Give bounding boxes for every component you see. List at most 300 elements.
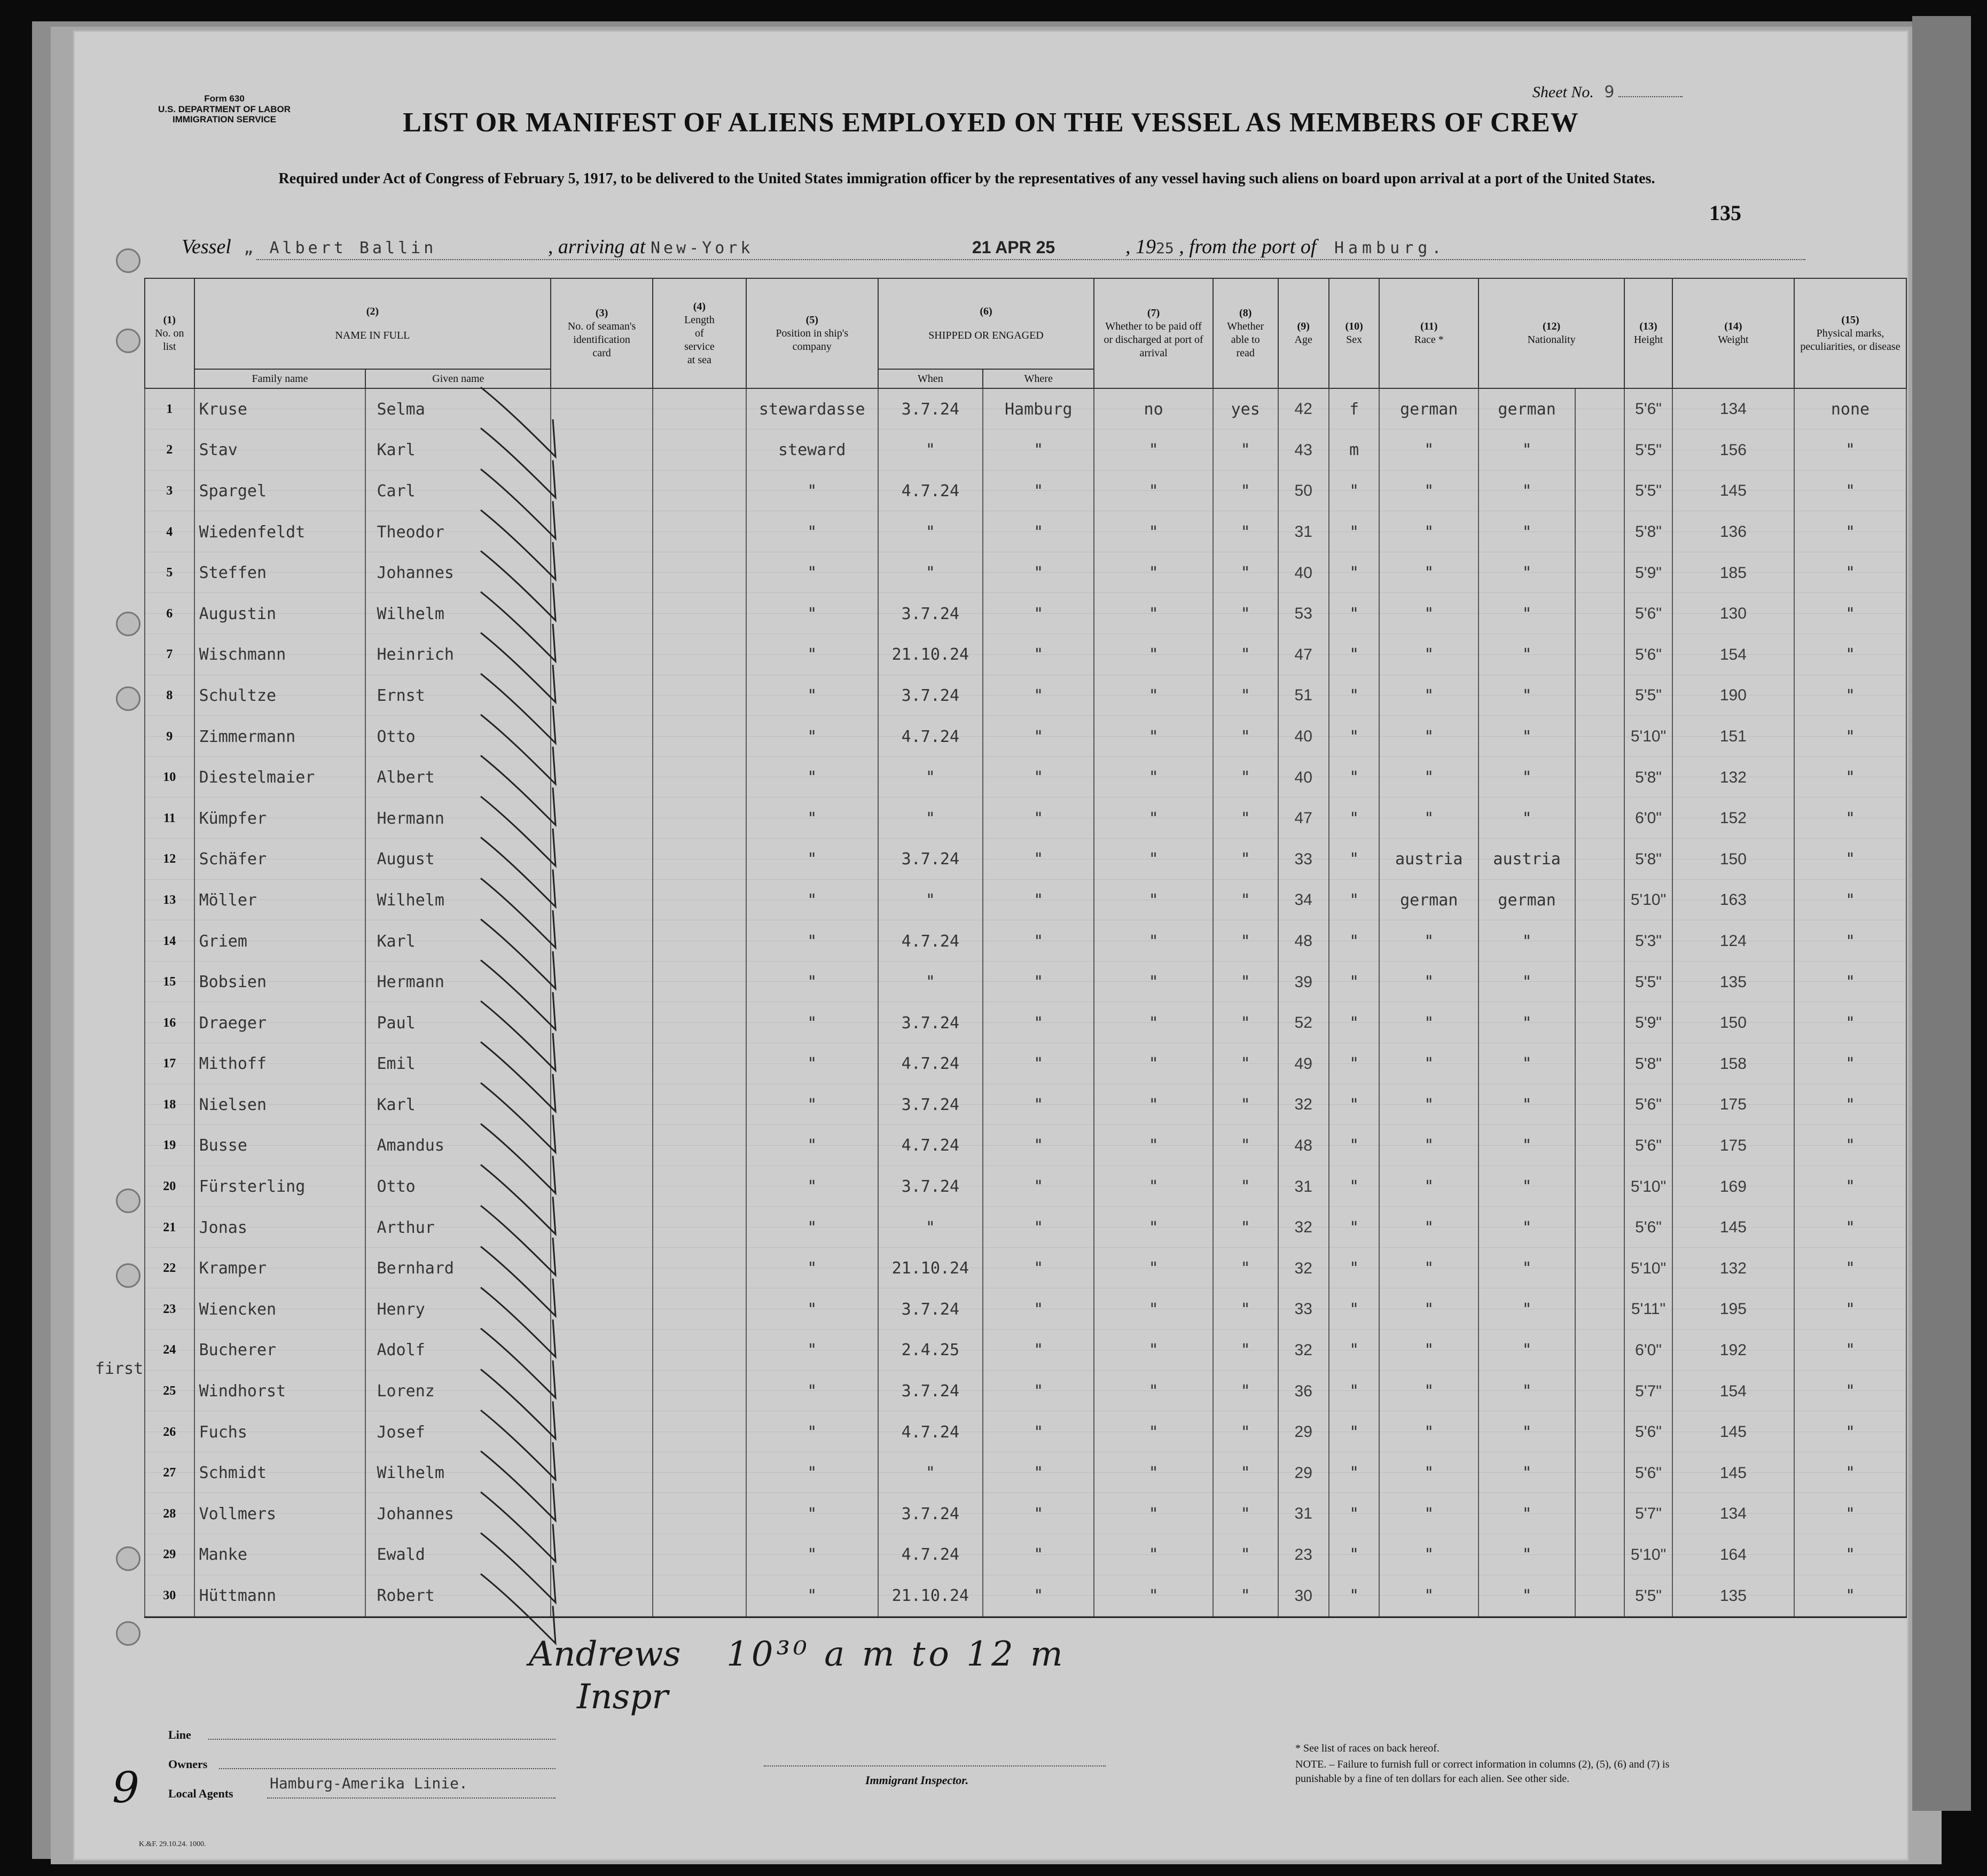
height: 5'3" [1624, 921, 1672, 962]
family-name: Jonas [194, 1207, 366, 1248]
row-number: 4 [145, 512, 194, 553]
nationality: " [1478, 635, 1575, 676]
page-number: 135 [1709, 201, 1741, 225]
given-name: Theodor [365, 512, 551, 553]
shipped-where: " [983, 1371, 1094, 1412]
height: 5'6" [1624, 1412, 1672, 1453]
height: 5'7" [1624, 1371, 1672, 1412]
position: " [746, 1207, 878, 1248]
able-to-read: " [1213, 962, 1278, 1003]
year-label: , 19 [1125, 236, 1156, 258]
owners-dotted-rule [219, 1768, 556, 1769]
given-name: Adolf [365, 1330, 551, 1371]
height: 5'10" [1624, 880, 1672, 921]
table-row [145, 798, 1906, 839]
check-mark [481, 387, 556, 457]
age: 29 [1278, 1412, 1329, 1453]
given-name: Henry [365, 1289, 551, 1330]
able-to-read: " [1213, 798, 1278, 839]
table-row [145, 1003, 1906, 1044]
shipped-when: 2.4.25 [878, 1330, 983, 1371]
row-number: 21 [145, 1207, 194, 1248]
service-length [653, 1412, 746, 1453]
paid-off: " [1094, 798, 1213, 839]
race: " [1379, 798, 1478, 839]
table-row [145, 921, 1906, 962]
able-to-read: " [1213, 1084, 1278, 1125]
row-number: 18 [145, 1084, 194, 1125]
vessel-label: Vessel [182, 236, 231, 258]
shipped-when: 3.7.24 [878, 1289, 983, 1330]
age: 36 [1278, 1371, 1329, 1412]
table-row [145, 471, 1906, 512]
family-name: Steffen [194, 552, 366, 593]
races-note: * See list of races on back hereof. [1295, 1742, 1440, 1754]
sex: " [1329, 880, 1380, 921]
row-number: 1 [145, 388, 194, 430]
col-id-card-header: (3) No. of seaman's identification card [551, 278, 653, 388]
sex: " [1329, 1289, 1380, 1330]
table-row [145, 1575, 1906, 1617]
service-length [653, 1207, 746, 1248]
shipped-where: " [983, 1248, 1094, 1289]
table-row [145, 1412, 1906, 1453]
weight: 154 [1672, 1371, 1794, 1412]
race: " [1379, 1412, 1478, 1453]
sex: " [1329, 471, 1380, 512]
check-marks [475, 374, 582, 1645]
stacked-page-edge [1912, 16, 1971, 1811]
family-name: Möller [194, 880, 366, 921]
service-length [653, 1044, 746, 1085]
row-number: 3 [145, 471, 194, 512]
given-name: Wilhelm [365, 1452, 551, 1494]
race: " [1379, 635, 1478, 676]
position: " [746, 471, 878, 512]
fine-note: NOTE. – Failure to furnish full or correct information in columns (2), (5), (6) and (7) is punishable by a fine of ten dollars for each alien. See other side. [1295, 1758, 1670, 1785]
given-name: Hermann [365, 798, 551, 839]
height: 5'8" [1624, 512, 1672, 553]
table-row [145, 1452, 1906, 1494]
row-number: 6 [145, 593, 194, 635]
able-to-read: " [1213, 512, 1278, 553]
given-name: Albert [365, 757, 551, 798]
check-mark [481, 1042, 556, 1112]
nationality-extra [1575, 962, 1624, 1003]
physical-marks: " [1794, 880, 1906, 921]
local-agents-label: Local Agents [168, 1787, 233, 1800]
check-mark [481, 1492, 556, 1561]
col-name-header: (2) NAME IN FULL [194, 278, 551, 369]
nationality-extra [1575, 757, 1624, 798]
family-name: Augustin [194, 593, 366, 635]
weight: 195 [1672, 1289, 1794, 1330]
nationality-extra [1575, 1207, 1624, 1248]
col-nationality-header: (12) Nationality [1478, 278, 1624, 388]
race: " [1379, 757, 1478, 798]
table-row [145, 1084, 1906, 1125]
vessel-name: „ Albert Ballin [244, 239, 437, 257]
age: 40 [1278, 757, 1329, 798]
sex: " [1329, 1371, 1380, 1412]
able-to-read: " [1213, 757, 1278, 798]
row-number: 13 [145, 880, 194, 921]
age: 49 [1278, 1044, 1329, 1085]
position: " [746, 798, 878, 839]
nationality: " [1478, 1494, 1575, 1535]
race: " [1379, 552, 1478, 593]
sheet-number-label: Sheet No. [1532, 83, 1594, 101]
weight: 145 [1672, 1452, 1794, 1494]
shipped-when: " [878, 798, 983, 839]
inspector-label: Immigrant Inspector. [865, 1773, 969, 1787]
crew-manifest-table [144, 278, 1907, 1618]
family-name: Mithoff [194, 1044, 366, 1085]
shipped-when: 4.7.24 [878, 471, 983, 512]
shipped-when: " [878, 430, 983, 471]
service-length [653, 471, 746, 512]
able-to-read: " [1213, 1248, 1278, 1289]
shipped-where: " [983, 839, 1094, 880]
race: " [1379, 1248, 1478, 1289]
nationality: " [1478, 1371, 1575, 1412]
age: 32 [1278, 1330, 1329, 1371]
age: 39 [1278, 962, 1329, 1003]
row-number: 7 [145, 635, 194, 676]
nationality: " [1478, 921, 1575, 962]
age: 48 [1278, 921, 1329, 962]
physical-marks: " [1794, 675, 1906, 716]
shipped-when: " [878, 1452, 983, 1494]
shipped-when: 3.7.24 [878, 593, 983, 635]
nationality-extra [1575, 798, 1624, 839]
height: 5'8" [1624, 757, 1672, 798]
race: austria [1379, 839, 1478, 880]
service-length [653, 1494, 746, 1535]
col-service-length-header: (4) Length of service at sea [653, 278, 746, 388]
physical-marks: " [1794, 1371, 1906, 1412]
nationality: " [1478, 675, 1575, 716]
check-mark [481, 796, 556, 866]
nationality: german [1478, 880, 1575, 921]
able-to-read: " [1213, 1412, 1278, 1453]
height: 5'9" [1624, 552, 1672, 593]
weight: 169 [1672, 1166, 1794, 1207]
manifest-sheet [75, 32, 1907, 1859]
paid-off: " [1094, 839, 1213, 880]
row-number: 8 [145, 675, 194, 716]
service-length [653, 1125, 746, 1167]
table-row [145, 757, 1906, 798]
col-when-header: When [878, 369, 983, 388]
age: 47 [1278, 798, 1329, 839]
family-name: Bucherer [194, 1330, 366, 1371]
nationality-extra [1575, 716, 1624, 757]
physical-marks: " [1794, 1084, 1906, 1125]
shipped-where: " [983, 512, 1094, 553]
family-name: Kruse [194, 388, 366, 430]
sex: " [1329, 1452, 1380, 1494]
weight: 192 [1672, 1330, 1794, 1371]
service-length [653, 593, 746, 635]
row-number: 30 [145, 1575, 194, 1617]
physical-marks: " [1794, 962, 1906, 1003]
paid-off: " [1094, 1044, 1213, 1085]
nationality: " [1478, 1452, 1575, 1494]
position: stewardasse [746, 388, 878, 430]
sex: " [1329, 1125, 1380, 1167]
shipped-where: " [983, 1003, 1094, 1044]
check-mark [481, 1574, 556, 1643]
nationality-extra [1575, 388, 1624, 430]
sex: " [1329, 675, 1380, 716]
paid-off: " [1094, 1535, 1213, 1576]
shipped-where: " [983, 880, 1094, 921]
col-position-header: (5) Position in ship's company [746, 278, 878, 388]
check-mark [481, 1328, 556, 1398]
able-to-read: " [1213, 839, 1278, 880]
col-sex-header: (10) Sex [1329, 278, 1380, 388]
race: " [1379, 512, 1478, 553]
paid-off: " [1094, 757, 1213, 798]
age: 53 [1278, 593, 1329, 635]
position: " [746, 1084, 878, 1125]
shipped-where: " [983, 1494, 1094, 1535]
age: 32 [1278, 1207, 1329, 1248]
height: 5'6" [1624, 635, 1672, 676]
row-number: 29 [145, 1535, 194, 1576]
table-row [145, 593, 1906, 635]
height: 5'10" [1624, 716, 1672, 757]
family-name: Spargel [194, 471, 366, 512]
race: " [1379, 1371, 1478, 1412]
given-name: Amandus [365, 1125, 551, 1167]
shipped-when: 3.7.24 [878, 1166, 983, 1207]
service-length [653, 1289, 746, 1330]
nationality-extra [1575, 593, 1624, 635]
given-name: Emil [365, 1044, 551, 1085]
physical-marks: " [1794, 635, 1906, 676]
nationality-extra [1575, 675, 1624, 716]
paid-off: " [1094, 1289, 1213, 1330]
position: " [746, 1044, 878, 1085]
given-name: Karl [365, 430, 551, 471]
sex: " [1329, 1248, 1380, 1289]
sex: " [1329, 1575, 1380, 1617]
physical-marks: " [1794, 1330, 1906, 1371]
given-name: Paul [365, 1003, 551, 1044]
weight: 152 [1672, 798, 1794, 839]
able-to-read: " [1213, 552, 1278, 593]
nationality-extra [1575, 512, 1624, 553]
shipped-when: 4.7.24 [878, 716, 983, 757]
position: " [746, 1412, 878, 1453]
nationality-extra [1575, 921, 1624, 962]
nationality: austria [1478, 839, 1575, 880]
race: german [1379, 388, 1478, 430]
nationality: " [1478, 593, 1575, 635]
department: U.S. DEPARTMENT OF LABOR [158, 104, 291, 114]
punch-hole [116, 248, 140, 273]
race: german [1379, 880, 1478, 921]
paid-off: " [1094, 512, 1213, 553]
owners-label: Owners [168, 1757, 208, 1771]
shipped-when: 4.7.24 [878, 921, 983, 962]
height: 5'5" [1624, 1575, 1672, 1617]
sex: m [1329, 430, 1380, 471]
shipped-where: " [983, 798, 1094, 839]
check-mark [481, 1164, 556, 1234]
nationality-extra [1575, 1125, 1624, 1167]
shipped-where: " [983, 1412, 1094, 1453]
departure-port: Hamburg. [1334, 239, 1446, 257]
shipped-where: " [983, 635, 1094, 676]
table-row [145, 1166, 1906, 1207]
nationality: " [1478, 1125, 1575, 1167]
sex: " [1329, 635, 1380, 676]
position: " [746, 880, 878, 921]
family-name: Busse [194, 1125, 366, 1167]
weight: 145 [1672, 1207, 1794, 1248]
punch-hole [116, 329, 140, 353]
race: " [1379, 716, 1478, 757]
weight: 175 [1672, 1084, 1794, 1125]
height: 5'6" [1624, 388, 1672, 430]
given-name: Wilhelm [365, 593, 551, 635]
race: " [1379, 1003, 1478, 1044]
check-mark [481, 469, 556, 538]
service-length [653, 839, 746, 880]
family-name: Kümpfer [194, 798, 366, 839]
service-length [653, 1248, 746, 1289]
race: " [1379, 675, 1478, 716]
nationality: " [1478, 962, 1575, 1003]
age: 47 [1278, 635, 1329, 676]
nationality: " [1478, 512, 1575, 553]
nationality-extra [1575, 552, 1624, 593]
shipped-where: " [983, 716, 1094, 757]
height: 5'5" [1624, 675, 1672, 716]
paid-off: " [1094, 716, 1213, 757]
nationality: " [1478, 798, 1575, 839]
family-name: Kramper [194, 1248, 366, 1289]
race: " [1379, 962, 1478, 1003]
line-label: Line [168, 1728, 191, 1741]
shipped-when: " [878, 1207, 983, 1248]
shipped-when: " [878, 552, 983, 593]
position: " [746, 1575, 878, 1617]
sex: " [1329, 716, 1380, 757]
table-row [145, 1494, 1906, 1535]
nationality-extra [1575, 1371, 1624, 1412]
nationality-extra [1575, 1330, 1624, 1371]
service-length [653, 1535, 746, 1576]
physical-marks: " [1794, 1452, 1906, 1494]
paid-off: " [1094, 1125, 1213, 1167]
able-to-read: " [1213, 1494, 1278, 1535]
nationality: " [1478, 1575, 1575, 1617]
given-name: Heinrich [365, 635, 551, 676]
shipped-when: 3.7.24 [878, 1371, 983, 1412]
check-mark [481, 1410, 556, 1480]
position: " [746, 1535, 878, 1576]
table-row [145, 1371, 1906, 1412]
weight: 134 [1672, 1494, 1794, 1535]
able-to-read: " [1213, 1289, 1278, 1330]
check-mark [481, 1083, 556, 1152]
physical-marks: " [1794, 1003, 1906, 1044]
physical-marks: " [1794, 1412, 1906, 1453]
table-row [145, 1207, 1906, 1248]
shipped-where: " [983, 1535, 1094, 1576]
corner-mark: 9 [112, 1763, 139, 1812]
shipped-when: 4.7.24 [878, 1412, 983, 1453]
printer-mark: K.&F. 29.10.24. 1000. [139, 1840, 206, 1848]
service-length [653, 1452, 746, 1494]
row-number: 12 [145, 839, 194, 880]
paid-off: " [1094, 1003, 1213, 1044]
paid-off: " [1094, 1248, 1213, 1289]
given-name: Ernst [365, 675, 551, 716]
check-mark [481, 1001, 556, 1070]
nationality: " [1478, 1166, 1575, 1207]
height: 5'5" [1624, 962, 1672, 1003]
weight: 132 [1672, 1248, 1794, 1289]
position: " [746, 552, 878, 593]
shipped-where: Hamburg [983, 388, 1094, 430]
table-row [145, 1125, 1906, 1167]
sex: f [1329, 388, 1380, 430]
shipped-when: 21.10.24 [878, 1248, 983, 1289]
sheet-number [1532, 83, 1683, 101]
punch-hole [116, 1263, 140, 1288]
position: " [746, 1248, 878, 1289]
row-number: 27 [145, 1452, 194, 1494]
paid-off: " [1094, 1575, 1213, 1617]
physical-marks: " [1794, 716, 1906, 757]
given-name: Robert [365, 1575, 551, 1617]
physical-marks: " [1794, 1575, 1906, 1617]
able-to-read: " [1213, 1003, 1278, 1044]
punch-hole [116, 686, 140, 711]
col-age-header: (9) Age [1278, 278, 1329, 388]
given-name: Lorenz [365, 1371, 551, 1412]
row-number: 23 [145, 1289, 194, 1330]
shipped-when: 3.7.24 [878, 1003, 983, 1044]
shipped-where: " [983, 552, 1094, 593]
service-length [653, 716, 746, 757]
physical-marks: " [1794, 839, 1906, 880]
sex: " [1329, 921, 1380, 962]
given-name: Selma [365, 388, 551, 430]
age: 33 [1278, 839, 1329, 880]
height: 5'5" [1624, 430, 1672, 471]
check-mark [481, 1206, 556, 1275]
nationality: " [1478, 757, 1575, 798]
check-mark [481, 592, 556, 661]
from-port-label: , from the port of [1179, 236, 1317, 258]
nationality: " [1478, 1289, 1575, 1330]
family-name: Nielsen [194, 1084, 366, 1125]
table-row [145, 1330, 1906, 1371]
age: 52 [1278, 1003, 1329, 1044]
table-row [145, 716, 1906, 757]
sex: " [1329, 962, 1380, 1003]
punch-hole [116, 1189, 140, 1213]
shipped-where: " [983, 1084, 1094, 1125]
shipped-when: 3.7.24 [878, 388, 983, 430]
able-to-read: " [1213, 1535, 1278, 1576]
